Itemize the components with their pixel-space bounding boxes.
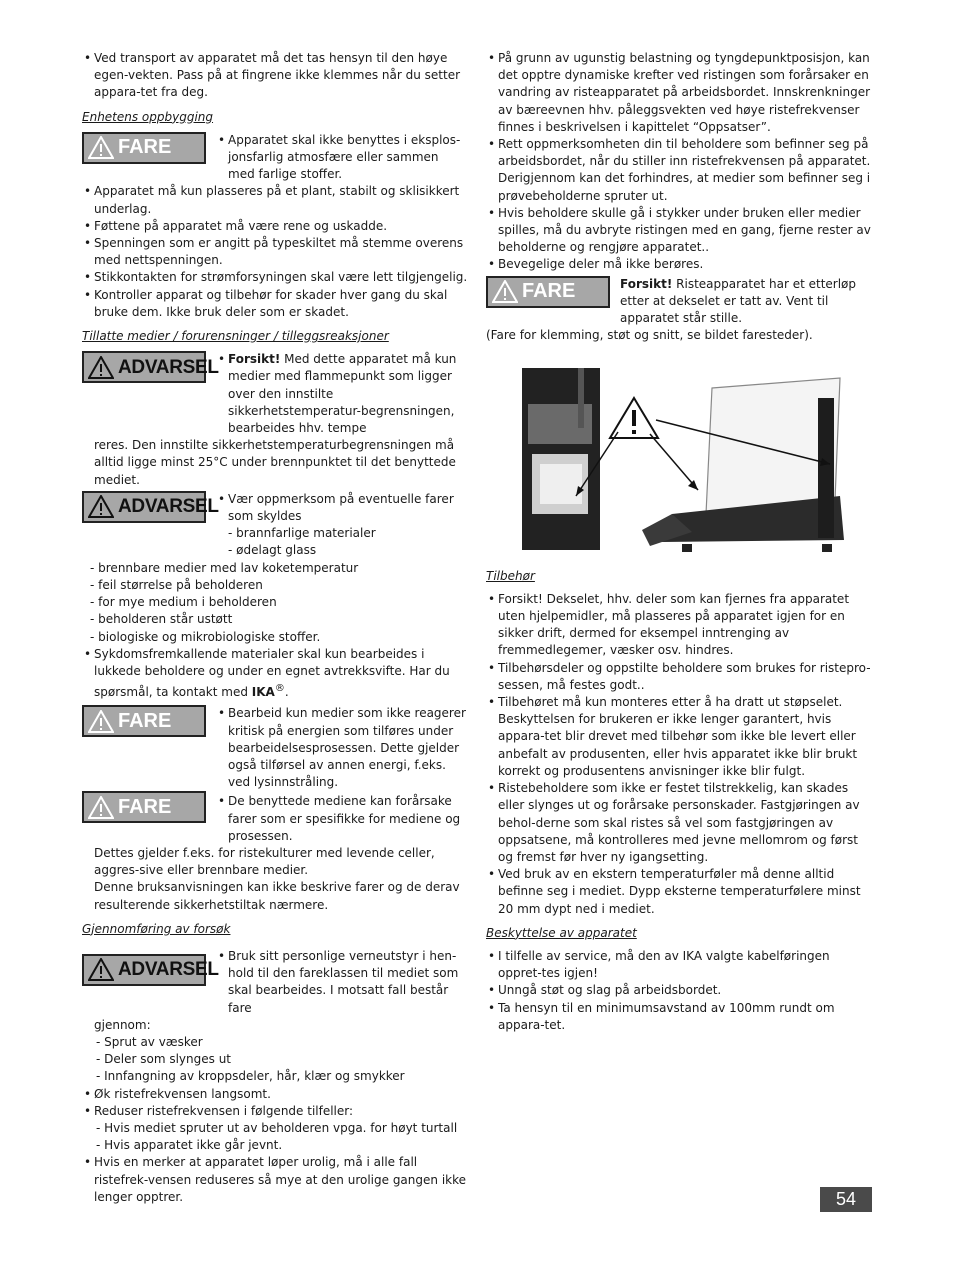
list-item: • De benyttede mediene kan forårsake farer som er spesifikke for mediene og prosessen.: [216, 793, 468, 845]
list-item: [216, 351, 468, 437]
list-subitem: - brannfarlige materialer: [228, 526, 376, 541]
warning-triangle-icon: [88, 136, 114, 159]
list-item: • I tilfelle av service, må den av IKA valgte kabelføringen oppret-tes igjen!: [486, 948, 874, 982]
ika-brand: IKA: [251, 685, 275, 700]
pathogenic-text: Sykdomsfremkallende materialer skal kun bearbeides i lukkede beholdere og under en egnet avtrekksvifte. Har du spørsmål, ta kontakt med: [94, 646, 450, 700]
list-item: • Ved bruk av en ekstern temperaturføler må denne alltid befinne seg i mediet. Dypp eksterne temperaturfølere minst 20 mm dypt ned i mediet.: [486, 866, 874, 918]
list-item: • Tilbehøret må kun monteres etter å ha dratt ut støpselet. Beskyttelsen for brukeren er ikke lenger garantert, hvis appara-tet blir drevet med tilbehør som ikke ble levert eller anbefalt av produsenten, eller hvis apparatet ikke blir brukt korrekt og produsentens anvisninger ikke blir fulgt.: [486, 694, 874, 780]
badge-label: ADVARSEL: [118, 496, 219, 518]
list-item: • Ved transport av apparatet må det tas hensyn til den høye egen-vekten. Pass på at fingrene ikke klemmes når du setter appara-tet fra deg.: [82, 50, 468, 102]
left-column: [82, 50, 468, 1206]
warning-triangle-icon: [88, 796, 114, 819]
paragraph: gjennom:: [94, 1017, 151, 1032]
paragraph: Dettes gjelder f.eks. for ristekulturer med levende celler, aggres-sive eller brennbare medier.: [94, 845, 435, 878]
list-item: • Spenningen som er angitt på typeskiltet må stemme overens med nettspenningen.: [82, 235, 468, 269]
list-subitem: - biologiske og mikrobiologiske stoffer.: [90, 629, 321, 644]
section-heading-accessories: Tilbehør: [486, 568, 535, 583]
list-subitem: - Deler som slynges ut: [96, 1052, 231, 1067]
warning-triangle-icon: [88, 356, 114, 379]
list-item: • Føttene på apparatet må være rene og uskadde.: [82, 218, 468, 235]
list-item: • Ta hensyn til en minimumsavstand av 100mm rundt om appara-tet.: [486, 1000, 874, 1034]
caution-label: Forsikt!: [620, 276, 673, 291]
list-item: • Hvis en merker at apparatet løper urolig, må i alle fall ristefrek-vensen reduseres så mye at den urolige gangen ikke lenger opptrer.: [82, 1154, 468, 1206]
warning-triangle-icon: [88, 495, 114, 518]
list-item: • Bevegelige deler må ikke berøres.: [486, 256, 874, 273]
badge-label: ADVARSEL: [118, 356, 219, 378]
registered-mark: ®: [274, 683, 285, 695]
warning-triangle-icon: [88, 958, 114, 981]
paragraph: Denne bruksanvisningen kan ikke beskrive farer og de derav resulterende sikkerhetstiltak nærmere.: [94, 880, 460, 912]
list-item: • Unngå støt og slag på arbeidsbordet.: [486, 982, 874, 999]
hazard-sublist: [82, 560, 468, 646]
list-item: • På grunn av ugunstig belastning og tyngdepunktposisjon, kan det opptre dynamiske krefter ved ristingen som forårsaker en vandring av risteapparatet på arbeidsbordet. Innskrenkninger av bæreevnen hhv. påleggsvekten ved høye ristefrekvenser finnes i beskrivelsen i kapittelet “Oppsatser”.: [486, 50, 874, 136]
fare-block-right: [486, 276, 874, 328]
list-item: • Rett oppmerksomheten din til beholdere som befinner seg på arbeidsbordet, når du stiller inn ristefrekvensen på apparatet. Derigjennom kan det forhindres, at medier som befinner seg i prøvebeholderne spruter ut.: [486, 136, 874, 205]
caution-text: Risteapparatet har et etterløp etter at dekselet er tatt av. Vent til apparatet står stille.: [620, 276, 857, 326]
section-heading-media: Tillatte medier / forurensninger / tilleggsreaksjoner: [82, 329, 389, 344]
right-column: [486, 50, 874, 1034]
badge-label: FARE: [118, 136, 172, 159]
fare-block-3: [82, 793, 468, 845]
list-subitem: - brennbare medier med lav koketemperatur: [90, 560, 359, 575]
fare-block-2: [82, 705, 468, 791]
list-subitem: - beholderen står ustøtt: [90, 612, 233, 627]
warning-triangle-icon: [88, 710, 114, 733]
list-subitem: - Hvis apparatet ikke går jevnt.: [96, 1138, 283, 1153]
advarsel-block-2: [82, 491, 468, 560]
badge-label: FARE: [522, 280, 576, 303]
list-item: • Hvis beholdere skulle gå i stykker under bruken eller medier spilles, må du avbryte ristingen med en gang, fjerne rester av beholderne og rengjøre apparatet..: [486, 205, 874, 257]
section-heading-procedure: Gjennomføring av forsøk: [82, 921, 231, 936]
list-subitem: - Sprut av væsker: [96, 1034, 203, 1049]
list-item: • Reduser ristefrekvensen i følgende tilfeller:: [82, 1103, 468, 1120]
fare-badge: [486, 276, 610, 308]
warning-triangle-icon: [492, 280, 518, 303]
list-item: • Ristebeholdere som ikke er festet tilstrekkelig, kan skades eller slynges ut og forårsake personskader. Fastgjøringen av behol-derne som skal ristes så vel som fastgjøringen av oppsatsene, må kontrolleres med jevne mellomrom og først og fremst før hver ny igangsetting.: [486, 780, 874, 866]
bullet-list: [82, 183, 468, 321]
list-item: • Apparatet må kun plasseres på et plant, stabilt og sklisikkert underlag.: [82, 183, 468, 217]
caution-paragraph: [620, 276, 874, 328]
list-subitem: - Hvis mediet spruter ut av beholderen vpga. for høyt turtall: [96, 1120, 458, 1135]
badge-label: ADVARSEL: [118, 959, 219, 981]
section-heading-protection: Beskyttelse av apparatet: [486, 925, 637, 940]
list-item: • Tilbehørsdeler og oppstilte beholdere som brukes for ristepro-sessen, må festes godt..: [486, 660, 874, 694]
fare-badge: [82, 705, 206, 737]
advarsel-badge: [82, 351, 219, 383]
hazard-note: (Fare for klemming, støt og snitt, se bildet faresteder).: [486, 328, 813, 343]
fare-block-1: [82, 132, 468, 184]
advarsel-block-1: [82, 351, 468, 437]
caution-text: Med dette apparatet må kun medier med flammepunkt som ligger over den innstilte sikkerhetstemperatur-begrensningen, bearbeides hhv. tempe: [228, 352, 457, 436]
advarsel-badge: [82, 954, 219, 986]
hazard-list: [216, 491, 468, 560]
page-number: 54: [820, 1187, 872, 1212]
advarsel-block-3: [82, 948, 468, 1017]
advarsel-badge: [82, 491, 219, 523]
badge-label: FARE: [118, 795, 172, 818]
section-heading-structure: Enhetens oppbygging: [82, 109, 214, 124]
list-item: • Bruk sitt personlige verneutstyr i hen-hold til den fareklassen til mediet som skal bearbeides. I motsatt fall består fare: [216, 948, 468, 1017]
list-item: • Kontroller apparat og tilbehør for skader hver gang du skal bruke dem. Ikke bruk deler som er skadet.: [82, 287, 468, 321]
list-item: • Bearbeid kun medier som ikke reagerer kritisk på energien som tilføres under bearbeidelsesprosessen. Dette gjelder også tilførsel av annen energi, f.eks. ved lysinnstråling.: [216, 705, 468, 791]
list-item: • Vær oppmerksom på eventuelle farer som skyldes: [216, 491, 468, 525]
list-subitem: - for mye medium i beholderen: [90, 595, 277, 610]
list-item: • Forsikt! Dekselet, hhv. deler som kan fjernes fra apparatet uten hjelpemidler, må plasseres på apparatet igjen for en sikker drift, dermed for eksempel inntrenging av fremmedlegemer, væsker osv. hindres.: [486, 591, 874, 660]
list-subitem: - ødelagt glass: [228, 543, 317, 558]
paragraph: reres. Den innstilte sikkerhetstemperaturbegrensningen må alltid ligge minst 25°C under brennpunktet til det benyttede mediet.: [94, 438, 456, 487]
list-item: • Øk ristefrekvensen langsomt.: [82, 1086, 468, 1103]
fare-badge: [82, 791, 206, 823]
caution-label: Forsikt!: [228, 352, 281, 367]
list-subitem: - feil størrelse på beholderen: [90, 577, 263, 592]
list-item: • Stikkontakten for strømforsyningen skal være lett tilgjengelig.: [82, 269, 468, 286]
badge-label: FARE: [118, 709, 172, 732]
list-subitem: - Innfangning av kroppsdeler, hår, klær og smykker: [96, 1069, 405, 1084]
list-item: • Apparatet skal ikke benyttes i eksplos-jonsfarlig atmosfære eller sammen med farlige stoffer.: [216, 132, 468, 184]
list-item: • Sykdomsfremkallende materialer skal kun bearbeides i lukkede beholdere og under en egnet avtrekksvifte. Har du spørsmål, ta kontakt med IKA®.: [82, 646, 468, 702]
device-hazard-figure: [522, 364, 852, 554]
fare-badge: [82, 132, 206, 164]
